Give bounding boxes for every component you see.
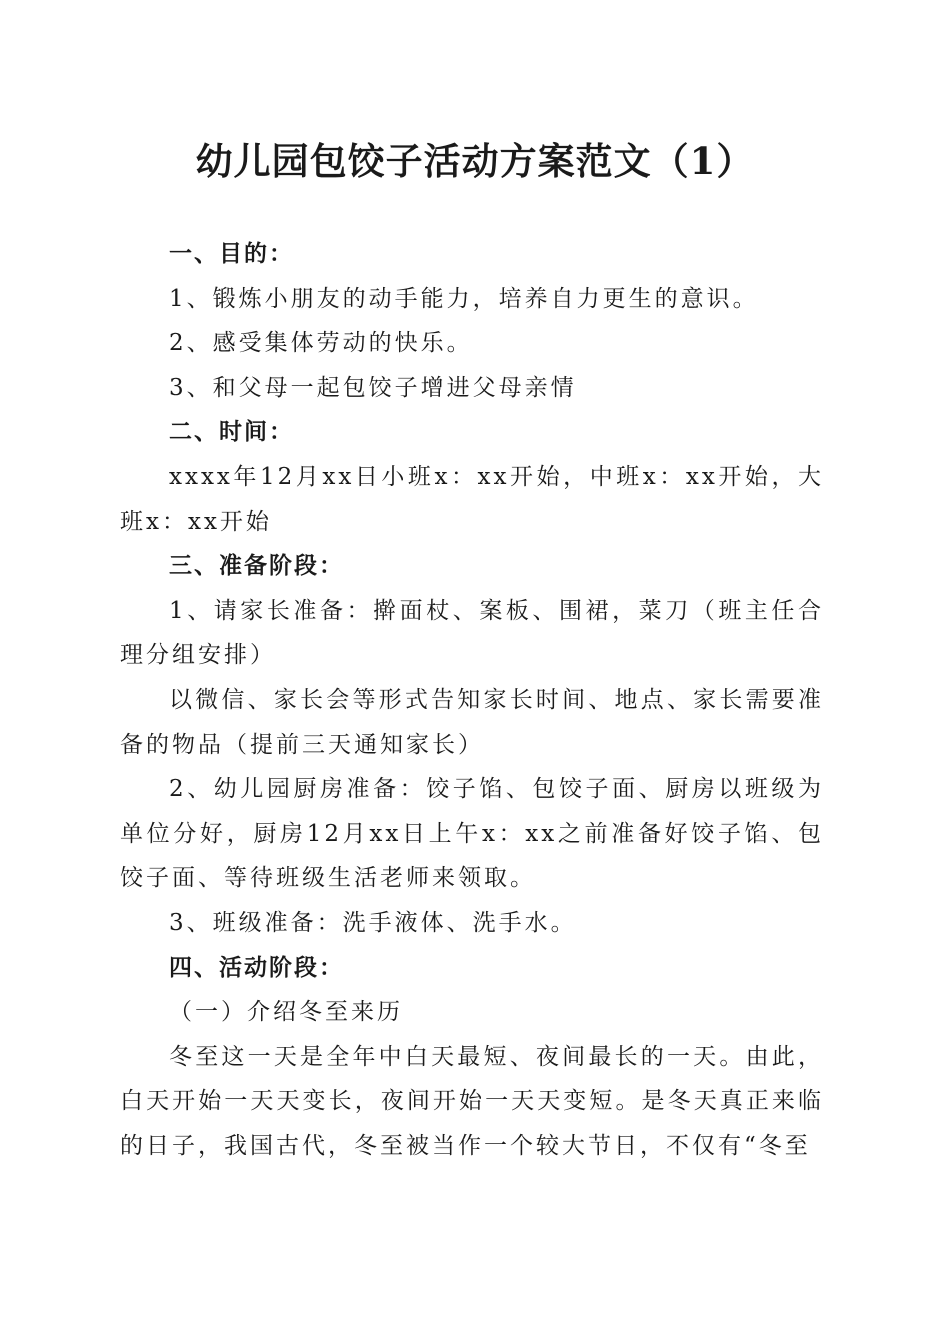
paragraph: 2、幼儿园厨房准备：饺子馅、包饺子面、厨房以班级为单位分好，厨房12月xx日上午x：xx之前准备好饺子馅、包饺子面、等待班级生活老师来领取。 <box>120 776 824 892</box>
paragraph: 以微信、家长会等形式告知家长时间、地点、家长需要准备的物品（提前三天通知家长） <box>120 686 824 758</box>
section-heading-time: 二、时间： <box>169 419 294 446</box>
paragraph: xxxx年12月xx日小班x：xx开始，中班x：xx开始，大班x：xx开始 <box>120 463 824 535</box>
paragraph: 1、锻炼小朋友的动手能力，培养自力更生的意识。 <box>169 285 759 312</box>
subsection-heading: （一）介绍冬至来历 <box>169 999 403 1026</box>
document-title: 幼儿园包饺子活动方案范文（1） <box>195 139 755 183</box>
document-body <box>120 232 824 1168</box>
section-heading-preparation: 三、准备阶段： <box>169 553 344 580</box>
paragraph: 3、和父母一起包饺子增进父母亲情 <box>169 374 577 401</box>
paragraph: 冬至这一天是全年中白天最短、夜间最长的一天。由此，白天开始一天天变长，夜间开始一天天变短。是冬天真正来临的日子，我国古代，冬至被当作一个较大节日，不仅有“冬至 <box>120 1043 824 1159</box>
section-heading-activity: 四、活动阶段： <box>169 954 344 981</box>
paragraph: 3、班级准备：洗手液体、洗手水。 <box>169 909 577 936</box>
paragraph: 1、请家长准备：擀面杖、案板、围裙，菜刀（班主任合理分组安排） <box>120 597 824 669</box>
paragraph: 2、感受集体劳动的快乐。 <box>169 330 473 357</box>
section-heading-purpose: 一、目的： <box>169 241 294 267</box>
